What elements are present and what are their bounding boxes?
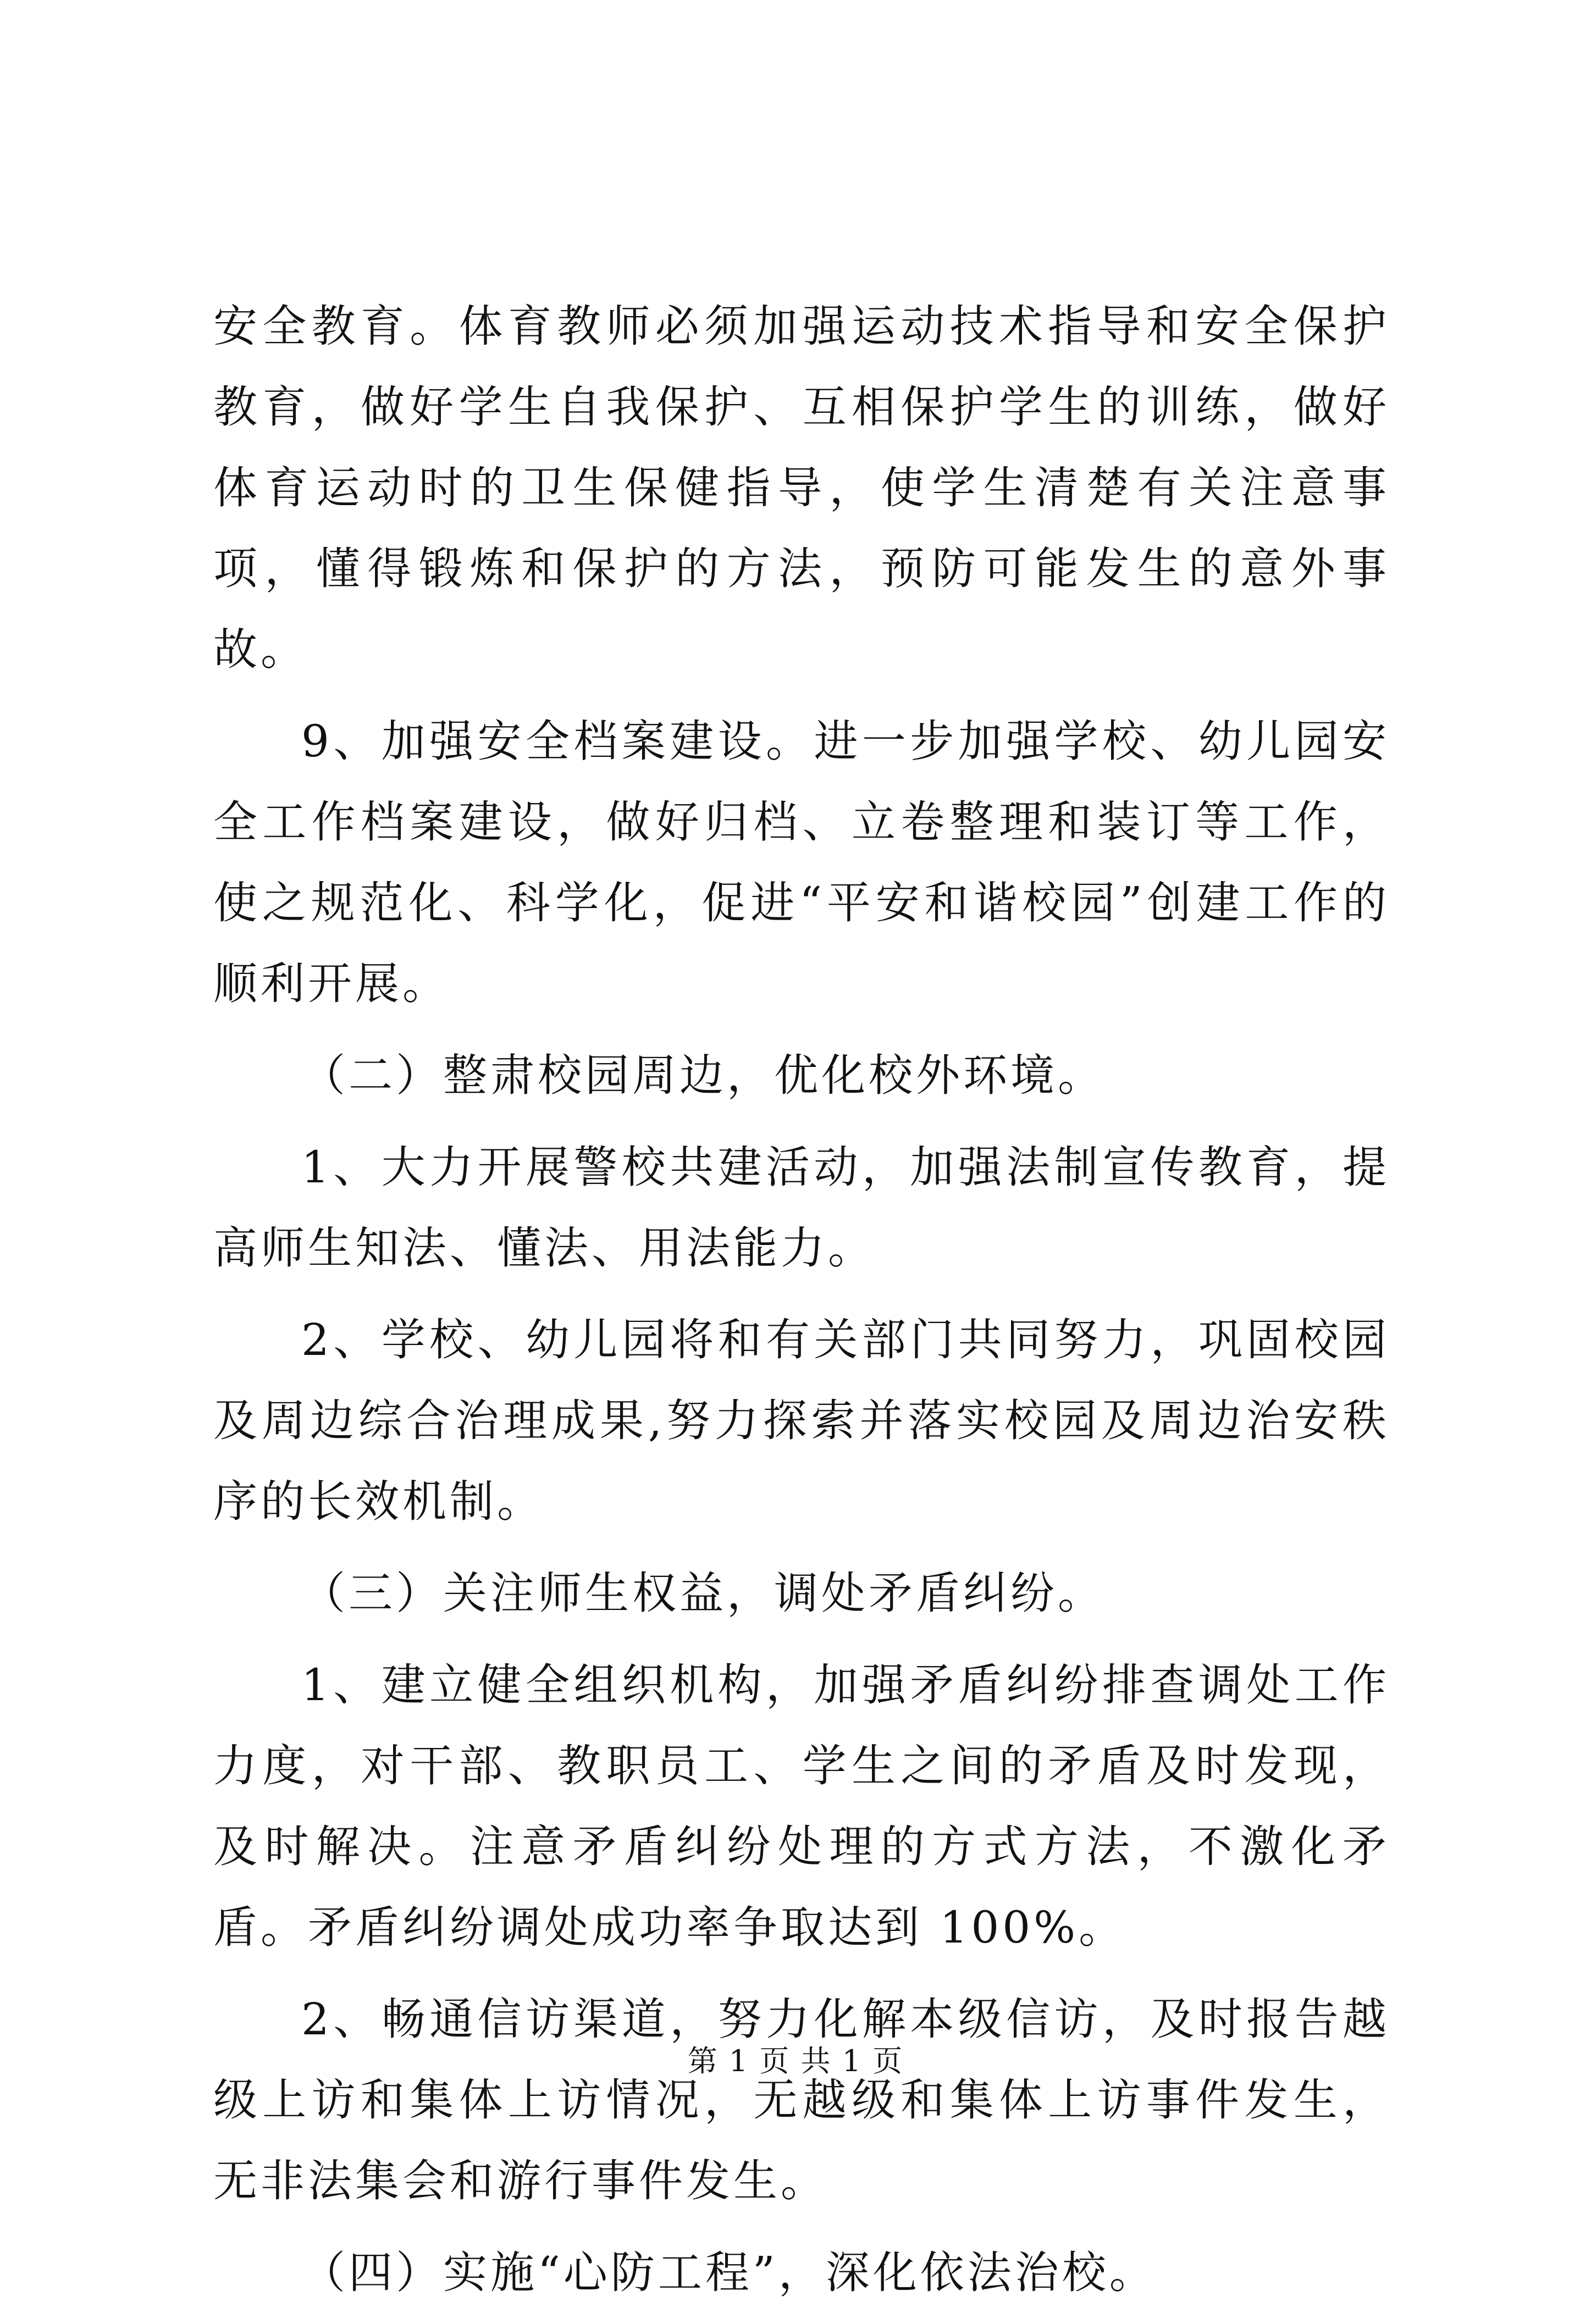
paragraph-continuation: 安全教育。体育教师必须加强运动技术指导和安全保护教育，做好学生自我保护、互相保护学生的训练，做好体育运动时的卫生保健指导，使学生清楚有关注意事项，懂得锻炼和保护的方法，预防可能发生的意外事故。 <box>213 301 1390 675</box>
page-footer: 第 1 页 共 1 页 <box>687 2044 904 2078</box>
paragraph-item-2-1: 1、大力开展警校共建活动，加强法制宣传教育，提高师生知法、懂法、用法能力。 <box>213 1142 1390 1274</box>
paragraph-item-3-1: 1、建立健全组织机构，加强矛盾纠纷排查调处工作力度，对干部、教职员工、学生之间的矛盾及时发现，及时解决。注意矛盾纠纷处理的方式方法，不激化矛盾。矛盾纠纷调处成功率争取达到 100%。 <box>213 1659 1390 1953</box>
section-heading-3: （三）关注师生权益，调处矛盾纠纷。 <box>301 1568 1105 1619</box>
paragraph-item-2-2: 2、学校、幼儿园将和有关部门共同努力，巩固校园及周边综合治理成果,努力探索并落实校园及周边治安秩序的长效机制。 <box>213 1314 1390 1527</box>
paragraph-item-3-2: 2、畅通信访渠道，努力化解本级信访，及时报告越级上访和集体上访情况，无越级和集体上访事件发生，无非法集会和游行事件发生。 <box>213 1994 1390 2206</box>
section-heading-2: （二）整肃校园周边，优化校外环境。 <box>301 1050 1105 1101</box>
section-heading-4: （四）实施“心防工程”，深化依法治校。 <box>301 2247 1157 2298</box>
document-body <box>213 286 1390 2324</box>
paragraph-item-9: 9、加强安全档案建设。进一步加强学校、幼儿园安全工作档案建设，做好归档、立卷整理和装订等工作，使之规范化、科学化，促进“平安和谐校园”创建工作的顺利开展。 <box>213 716 1390 1009</box>
